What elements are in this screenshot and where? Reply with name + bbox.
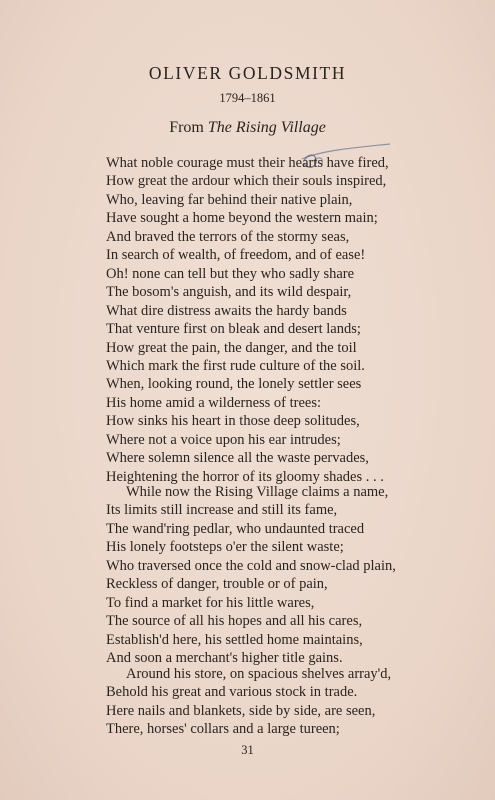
poem-line: Where not a voice upon his ear intrudes;: [106, 431, 341, 448]
poem-line: The wand'ring pedlar, who undaunted traced: [106, 520, 365, 537]
poem-line: Who, leaving far behind their native plain,: [106, 191, 353, 208]
poem-line: Which mark the first rude culture of the soil.: [106, 357, 365, 374]
poem-line: How great the ardour which their souls inspired,: [106, 173, 387, 190]
poem-line: In search of wealth, of freedom, and of ease!: [106, 247, 366, 264]
author-name: OLIVER GOLDSMITH: [148, 63, 347, 83]
poem-line: What noble courage must their hearts have fired,: [106, 155, 389, 171]
poem-line: When, looking round, the lonely settler sees: [106, 376, 362, 393]
poem-line: Behold his great and various stock in trade.: [106, 684, 358, 701]
poem-line: How great the pain, the danger, and the toil: [106, 339, 357, 356]
poem-line: To find a market for his little wares,: [106, 594, 315, 611]
poem-line: His lonely footsteps o'er the silent waste;: [106, 539, 344, 556]
poem-line: Around his store, on spacious shelves array'd,: [126, 666, 392, 682]
poem-line: His home amid a wilderness of trees:: [106, 394, 322, 411]
poem-title: The Rising Village: [207, 119, 326, 136]
stanza-3: [106, 665, 406, 739]
stanza-1: [106, 154, 406, 486]
poem-line: How sinks his heart in those deep solitudes,: [106, 413, 360, 430]
from-label: From: [169, 119, 204, 136]
poem-line: Establish'd here, his settled home maintains,: [106, 631, 363, 648]
poem-line: Its limits still increase and still its fame,: [106, 502, 338, 519]
author-dates: 1794–1861: [219, 91, 276, 105]
poem-line: Reckless of danger, trouble or of pain,: [106, 576, 328, 593]
poem-line: And soon a merchant's higher title gains.: [106, 650, 343, 667]
poem-heading: [0, 119, 495, 137]
poem-line: Have sought a home beyond the western main;: [106, 210, 378, 227]
page-number: 31: [241, 743, 254, 757]
poem-line: What dire distress awaits the hardy bands: [106, 302, 347, 319]
stanza-2: [106, 483, 406, 668]
poem-line: Heightening the horror of its gloomy shades . . .: [106, 468, 384, 485]
poem-line: Oh! none can tell but they who sadly share: [106, 265, 355, 282]
poem-line: There, horses' collars and a large tureen;: [106, 721, 340, 738]
poem-line: The bosom's anguish, and its wild despair,: [106, 284, 352, 301]
poem-line: Here nails and blankets, side by side, are seen,: [106, 702, 376, 719]
poem-line: Who traversed once the cold and snow-clad plain,: [106, 557, 396, 574]
poem-line: While now the Rising Village claims a name,: [126, 484, 389, 500]
poem-line: And braved the terrors of the stormy seas,: [106, 228, 350, 245]
poem-line: That venture first on bleak and desert lands;: [106, 321, 361, 338]
poem-line: Where solemn silence all the waste pervades,: [106, 450, 369, 467]
poem-line: The source of all his hopes and all his cares,: [106, 613, 363, 630]
